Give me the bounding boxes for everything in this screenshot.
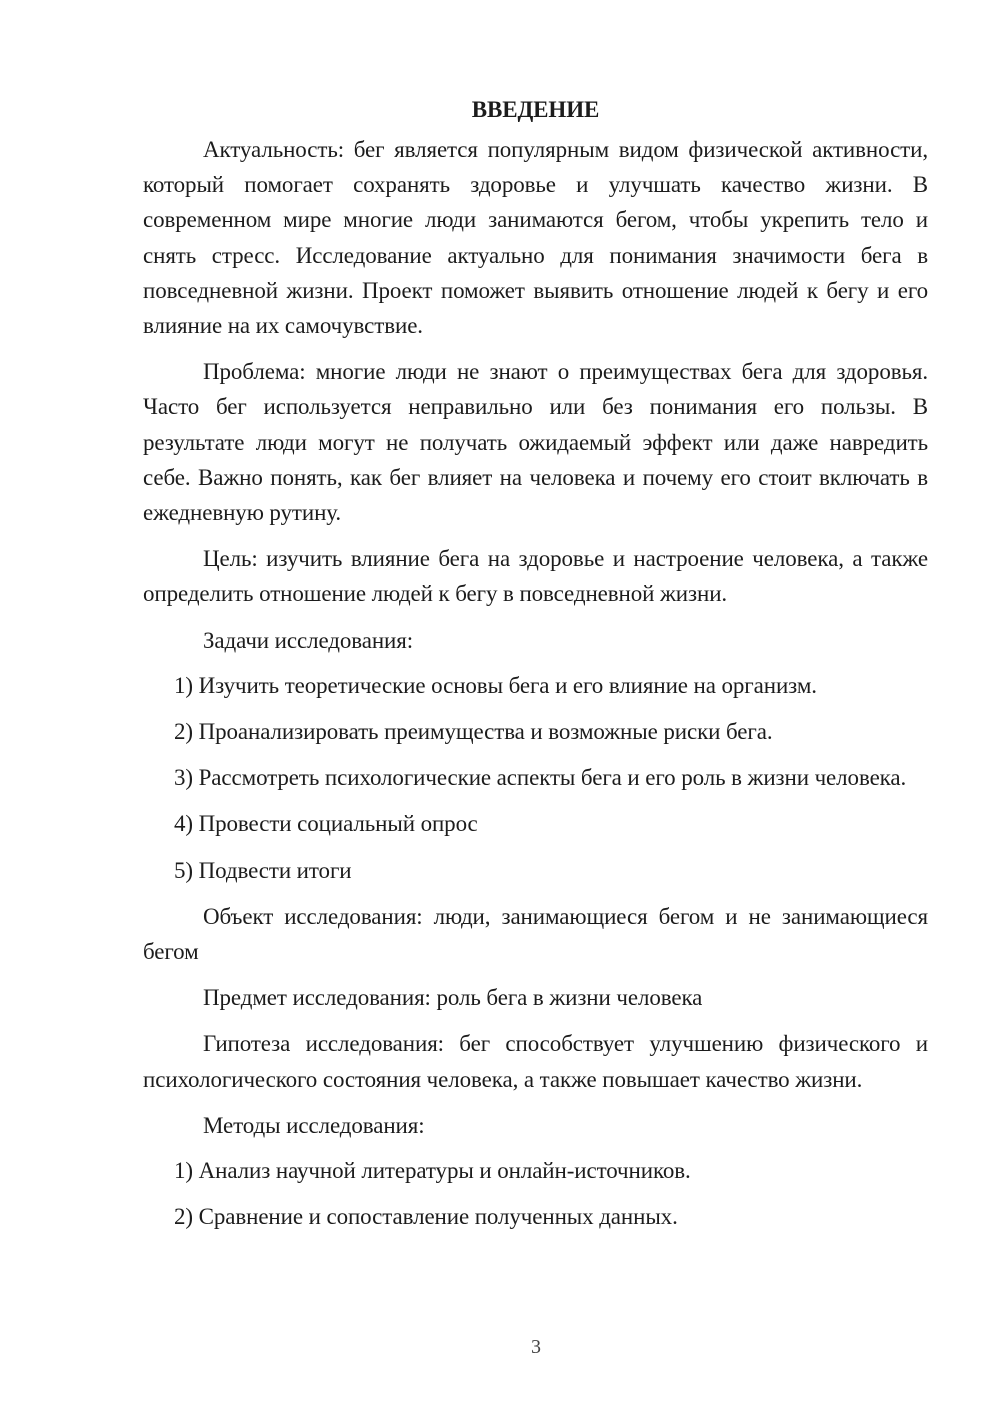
hypothesis-paragraph: Гипотеза исследования: бег способствует улучшению физического и психологического состояния человека, а также повышает качество жизни. — [143, 1031, 928, 1092]
method-item: 1) Анализ научной литературы и онлайн-источников. — [174, 1158, 691, 1184]
problem-paragraph: Проблема: многие люди не знают о преимуществах бега для здоровья. Часто бег используется неправильно или без понимания его пользы. В результате люди могут не получать ожидаемый эффект или даже навредить себе. Важно понять, как бег влияет на человека и почему его стоит включать в ежедневную рутину. — [143, 359, 928, 526]
page-content — [143, 92, 928, 1234]
tasks-title: Задачи исследования: — [203, 627, 414, 653]
methods-title: Методы исследования: — [203, 1112, 425, 1138]
task-item: 2) Проанализировать преимущества и возможные риски бега. — [174, 719, 773, 745]
relevance-paragraph: Актуальность: бег является популярным видом физической активности, который помогает сохранять здоровье и улучшать качество жизни. В современном мире многие люди занимаются бегом, чтобы укрепить тело и снять стресс. Исследование актуально для понимания значимости бега в повседневной жизни. Проект поможет выявить отношение людей к бегу и его влияние на их самочувствие. — [143, 137, 928, 339]
task-item: 1) Изучить теоретические основы бега и его влияние на организм. — [174, 672, 817, 698]
page-number: 3 — [531, 1336, 541, 1358]
goal-paragraph: Цель: изучить влияние бега на здоровье и настроение человека, а также определить отношение людей к бегу в повседневной жизни. — [143, 546, 928, 607]
task-item: 4) Провести социальный опрос — [174, 811, 478, 837]
subject-paragraph: Предмет исследования: роль бега в жизни человека — [203, 985, 703, 1011]
task-item: 3) Рассмотреть психологические аспекты бега и его роль в жизни человека. — [174, 765, 907, 791]
task-item: 5) Подвести итоги — [174, 857, 352, 883]
method-item: 2) Сравнение и сопоставление полученных данных. — [174, 1204, 678, 1230]
section-heading: ВВЕДЕНИЕ — [471, 97, 600, 122]
object-paragraph: Объект исследования: люди, занимающиеся бегом и не занимающиеся бегом — [143, 903, 928, 965]
